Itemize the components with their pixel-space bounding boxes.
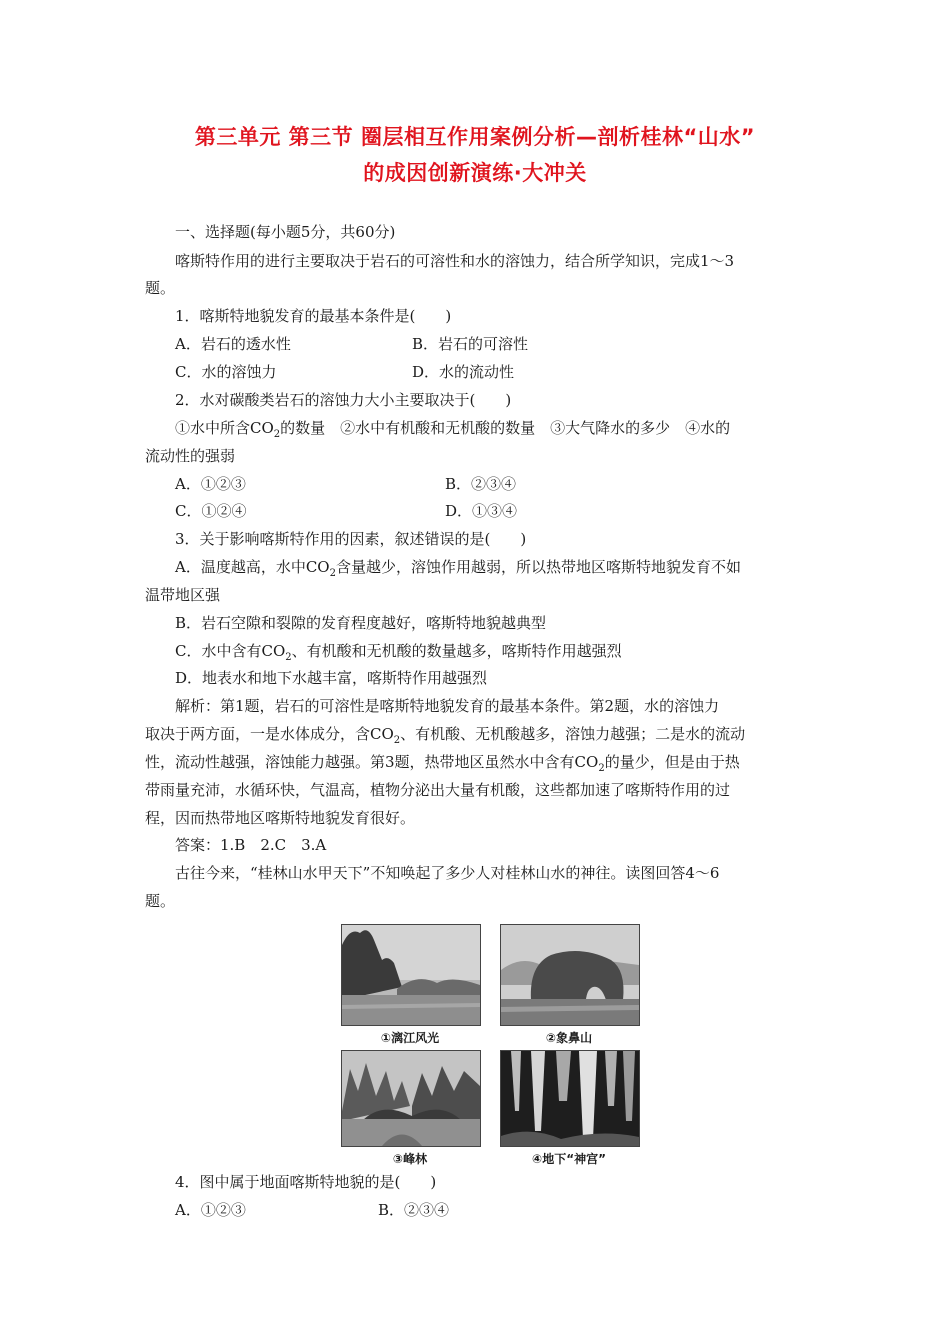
q3-option-c-text-a: C．水中含有CO [175, 642, 286, 660]
photo-caption-1: ①漓江风光 [380, 1031, 440, 1045]
analysis-line-2-b: 、有机酸、无机酸越多，溶蚀力越强；二是水的流动 [400, 725, 746, 743]
q4-option-a: A．①②③ [175, 1201, 246, 1219]
q3-option-d: D．地表水和地下水越丰富，喀斯特作用越强烈 [175, 669, 488, 687]
q3-option-c-text-b: 、有机酸和无机酸的数量越多，喀斯特作用越强烈 [291, 642, 622, 660]
q2-option-b: B．②③④ [445, 475, 517, 493]
analysis-line-2 [145, 724, 745, 751]
q3-option-a-cont: 温带地区强 [145, 586, 221, 604]
q3-option-a-text-b: 含量越少，溶蚀作用越弱，所以热带地区喀斯特地貌发育不如 [335, 558, 741, 576]
q4-stem: 4．图中属于地面喀斯特地貌的是( ) [175, 1173, 437, 1191]
analysis-line-3 [145, 752, 740, 779]
intro-text-1a: 喀斯特作用的进行主要取决于岩石的可溶性和水的溶蚀力，结合所学知识，完成1～3 [175, 252, 735, 270]
q1-option-a: A．岩石的透水性 [175, 335, 291, 353]
analysis-line-3-a: 性，流动性越强，溶蚀能力越强。第3题，热带地区虽然水中含有CO [145, 753, 599, 771]
analysis-line-2-a: 取决于两方面，一是水体成分，含CO [145, 725, 394, 743]
li-river-image [342, 925, 480, 1025]
peak-forest-image [342, 1051, 480, 1146]
q3-option-b: B．岩石空隙和裂隙的发育程度越好，喀斯特地貌越典型 [175, 614, 547, 632]
intro-text-2b: 题。 [145, 892, 176, 910]
title-line-1: 第三单元 第三节 圈层相互作用案例分析—剖析桂林“山水” [194, 125, 756, 149]
subscript-2: 2 [273, 429, 281, 440]
q3-option-c [175, 641, 622, 668]
subscript-2: 2 [329, 568, 336, 579]
answer-line: 答案：1.B 2.C 3.A [175, 836, 327, 854]
q2-statements-2: 流动性的强弱 [145, 447, 236, 465]
analysis-line-5: 程，因而热带地区喀斯特地貌发育很好。 [145, 809, 416, 827]
photo-caption-2: ②象鼻山 [545, 1031, 593, 1045]
q3-option-a-text-a: A．温度越高，水中CO [175, 558, 330, 576]
li-river-photo [341, 924, 481, 1026]
photo-caption-3: ③峰林 [392, 1152, 428, 1166]
q1-option-d: D．水的流动性 [412, 363, 515, 381]
subscript-2: 2 [598, 763, 605, 774]
q2-stem: 2．水对碳酸类岩石的溶蚀力大小主要取决于( ) [175, 391, 512, 409]
underground-cave-photo [500, 1050, 640, 1147]
q4-option-b: B．②③④ [378, 1201, 450, 1219]
q1-stem: 1．喀斯特地貌发育的最基本条件是( ) [175, 307, 452, 325]
analysis-line-1: 解析：第1题，岩石的可溶性是喀斯特地貌发育的最基本条件。第2题，水的溶蚀力 [175, 697, 720, 715]
intro-text-1b: 题。 [145, 279, 176, 297]
elephant-trunk-hill-photo [500, 924, 640, 1026]
subscript-2: 2 [285, 652, 292, 663]
q2-statement-text-b: 的数量 ②水中有机酸和无机酸的数量 ③大气降水的多少 ④水的 [280, 419, 731, 437]
q1-option-b: B．岩石的可溶性 [412, 335, 529, 353]
intro-text-2a: 古往今来，“桂林山水甲天下”不知唤起了多少人对桂林山水的神往。读图回答4～6 [175, 864, 720, 882]
elephant-trunk-hill-image [501, 925, 639, 1025]
section-heading: 一、选择题(每小题5分，共60分) [175, 223, 396, 241]
q2-statement-text-a: ①水中所含CO [175, 419, 274, 437]
q1-option-c: C．水的溶蚀力 [175, 363, 277, 381]
peak-forest-photo [341, 1050, 481, 1147]
underground-cave-image [501, 1051, 639, 1146]
analysis-line-3-b: 的量少，但是由于热 [604, 753, 740, 771]
title-line-2: 的成因创新演练·大冲关 [363, 161, 587, 185]
photo-caption-4: ④地下“神宫” [532, 1152, 606, 1166]
q2-option-c: C．①②④ [175, 502, 247, 520]
q3-stem: 3．关于影响喀斯特作用的因素，叙述错误的是( ) [175, 530, 527, 548]
subscript-2: 2 [393, 735, 401, 746]
q2-option-d: D．①③④ [445, 502, 518, 520]
analysis-line-4: 带雨量充沛，水循环快，气温高，植物分泌出大量有机酸，这些都加速了喀斯特作用的过 [145, 781, 731, 799]
q2-option-a: A．①②③ [175, 475, 246, 493]
q3-option-a [175, 557, 741, 584]
q2-statements-1 [175, 418, 730, 445]
